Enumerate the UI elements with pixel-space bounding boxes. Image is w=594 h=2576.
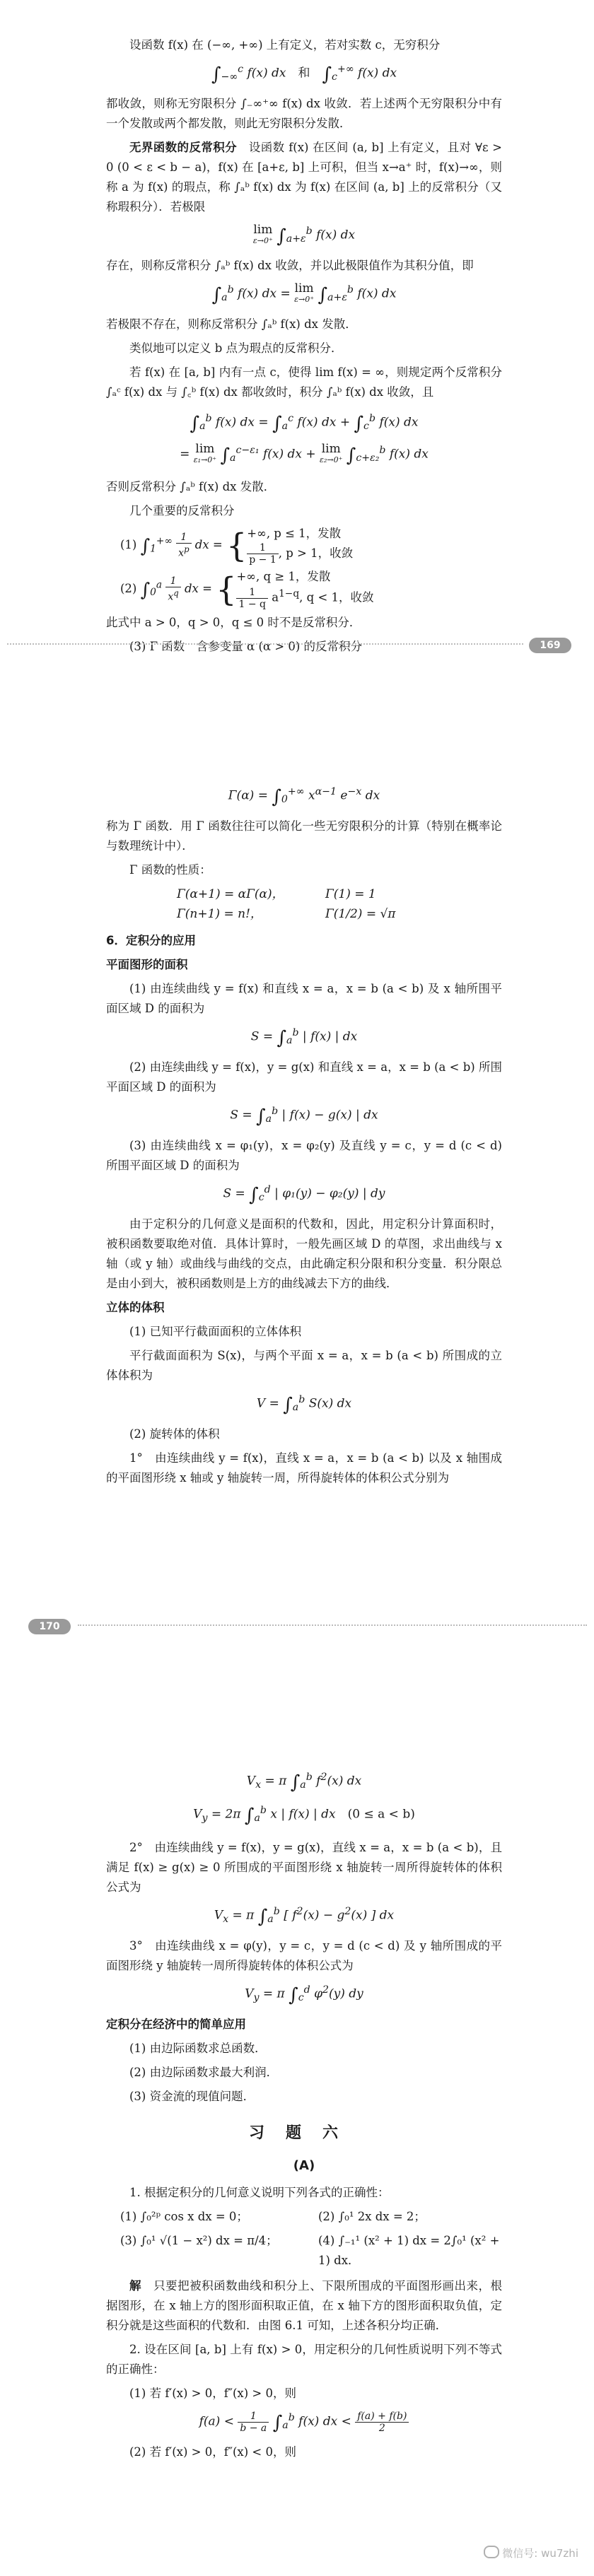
paragraph: (3) 由连续曲线 x = φ₁(y)，x = φ₂(y) 及直线 y = c，y = d (c < d) 所围平面区域 D 的面积为 <box>106 1139 502 1173</box>
list-item: (3) 资金流的现值问题． <box>129 2090 255 2104</box>
paragraph: 存在，则称反常积分 ∫ₐᵇ f(x) dx 收敛，并以此极限值作为其积分值，即 <box>106 259 474 273</box>
formula-two-improper-integrals: $\int_{-\infty}^c$ f(x) dx 和 $\int_c^{+\infty}$ f(x) dx <box>211 64 397 86</box>
subsection-heading: 立体的体积 <box>106 1301 165 1315</box>
page-footer <box>0 638 594 650</box>
gamma-properties: Γ(α+1) = αΓ(α)， Γ(1) = 1 Γ(n+1) = n!， Γ(1/2) = √π <box>177 887 396 922</box>
question: 1. 根据定积分的几何意义说明下列各式的正确性： <box>129 2186 390 2200</box>
dotted-rule <box>7 643 523 645</box>
section-heading: 6．定积分的应用 <box>106 934 196 948</box>
page-171 <box>0 1718 594 2576</box>
paragraph: (2) 旋转体的体积 <box>129 1427 220 1441</box>
paragraph: 否则反常积分 ∫ₐᵇ f(x) dx 发散． <box>106 480 276 494</box>
formula-gamma: $\Gamma(\alpha) = \int_0^{+\infty}$ $x^{\alpha-1}$ $e^{-x}$ dx <box>228 786 380 808</box>
paragraph: (2) 由连续曲线 y = f(x)，y = g(x) 和直线 x = a，x = b (a < b) 所围平面区域 D 的面积为 <box>106 1060 502 1094</box>
formula-area-3: $S = \int_c^d$ | φ₁(y) − φ₂(y) | dy <box>223 1184 385 1206</box>
question-item: (4) ∫₋₁¹ (x² + 1) dx = 2∫₀¹ (x² + 1) dx． <box>318 2234 500 2268</box>
paragraph: 2° 由连续曲线 y = f(x)，y = g(x)，直线 x = a，x = b (a < b)，且满足 f(x) ≥ g(x) ≥ 0 所围成的平面图形绕 x 轴旋转一周所得旋转体的体积公式为 <box>106 1841 502 1895</box>
formula-area-2: $S = \int_a^b$ | f(x) − g(x) | dx <box>230 1106 378 1128</box>
list-item: (2) 由边际函数求最大利润． <box>129 2066 279 2080</box>
question-item: (2) ∫₀¹ 2x dx = 2； <box>318 2210 426 2224</box>
paragraph: (1) 已知平行截面面积的立体体积 <box>129 1325 302 1339</box>
page-body <box>106 778 502 1492</box>
question-item: (2) 若 f′(x) > 0，f″(x) < 0，则 <box>129 2445 296 2459</box>
paragraph: 都收敛，则称无穷限积分 ∫₋∞⁺∞ f(x) dx 收敛．若上述两个无穷限积分中有一个发散或两个都发散，则此无穷限积分发散． <box>106 97 502 131</box>
paragraph: Γ 函数的性质： <box>129 863 211 877</box>
section-heading: 无界函数的反常积分 <box>129 141 237 155</box>
wechat-icon <box>484 2546 499 2558</box>
case-convergent: p > 1，收敛 <box>286 546 354 561</box>
formula-rotation-volumes: $V_x = \pi$ $\int_a^b$ $f^2(x)$ dx $V_y = 2\pi$ $\int_a^b$ x | f(x) | dx (0 ≤ a < b) <box>193 1772 415 1827</box>
solution-label: 解 <box>129 2279 142 2293</box>
case-divergent: +∞, p ≤ 1，发散 <box>247 527 342 541</box>
paragraph-singular-integral <box>106 138 502 217</box>
list-item: (1) 由边际函数求总函数． <box>129 2042 267 2056</box>
page-170 <box>0 735 594 1647</box>
case-divergent: +∞, q ≥ 1，发散 <box>236 570 331 584</box>
paragraph: (3) Γ 函数 含参变量 α (α > 0) 的反常积分 <box>129 639 363 653</box>
page-body <box>106 1760 502 2466</box>
paragraph: (1) 由连续曲线 y = f(x) 和直线 x = a，x = b (a < b) 及 x 轴所围平面区域 D 的面积为 <box>106 982 502 1016</box>
important-integral-2: (2) $\int_0^a$ $\frac{1}{x^q}$ dx = {+∞, q ≥ 1，发散 $\frac{1}{1 - q}$ $a^{1-q}$, q < 1，收敛 <box>120 570 374 610</box>
subsection-heading: 平面图形的面积 <box>106 958 188 972</box>
page-body <box>106 35 502 661</box>
page-number: 169 <box>529 638 571 653</box>
question-item: (1) ∫₀²ᵖ cos x dx = 0； <box>120 2210 248 2224</box>
page-169 <box>0 0 594 665</box>
paragraph: 平行截面面积为 S(x)，与两个平面 x = a，x = b (a < b) 所围成的立体体积为 <box>106 1349 502 1383</box>
formula-inequality: f(a) < $\frac{1}{b - a}$ $\int_a^b$ f(x) dx < $\frac{f(a) + f(b)}{2}$ <box>106 2408 502 2435</box>
important-integral-1: (1) $\int_1^{+\infty}$ $\frac{1}{x^p}$ dx = {+∞, p ≤ 1，发散 $\frac{1}{p - 1}$ , p > 1，收敛 <box>120 526 354 566</box>
section-label: (A) <box>293 2158 315 2174</box>
page-footer <box>0 1619 594 1632</box>
question-items-row <box>106 2231 502 2271</box>
paragraph-text: 设函数 f(x) 在区间 (a, b] 上有定义，且对 ∀ε > 0 (0 < ε < b − a)，f(x) 在 [a+ε, b] 上可积，但当 x→a⁺ 时，f(x)→∞，则称 a 为 f(x) 的瑕点，称 ∫ₐᵇ f(x) dx 为 f(x) 在区间 (a, b] 上的反常积分（又称瑕积分）．若极限 <box>106 141 503 214</box>
paragraph: 称为 Γ 函数．用 Γ 函数往往可以简化一些无穷限积分的计算（特别在概率论与数理统计中）． <box>106 819 502 853</box>
dotted-rule <box>78 1624 587 1626</box>
solution <box>106 2276 502 2336</box>
paragraph: 由于定积分的几何意义是面积的代数和，因此，用定积分计算面积时，被积函数要取绝对值．具体计算时，一般先画区域 D 的草图，求出曲线与 x 轴（或 y 轴）或曲线与曲线的交点，由此确定积分限和积分变量．积分限总是由小到大，被积函数则是上方的曲线减去下方的曲线． <box>106 1217 502 1291</box>
case-convergent: q < 1，收敛 <box>306 590 374 604</box>
paragraph: 若 f(x) 在 [a, b] 内有一点 c，使得 lim f(x) = ∞，则规定两个反常积分 ∫ₐᶜ f(x) dx 与 ∫꜀ᵇ f(x) dx 都收敛时，积分 ∫ₐᵇ f(x) dx 收敛，且 <box>106 365 502 399</box>
watermark: 微信号: wu7zhi <box>484 2546 578 2560</box>
formula-y-rotation: $V_y = \pi$ $\int_c^d$ $\varphi^2(y)$ dy <box>245 1984 363 2006</box>
question-item: (3) ∫₀¹ √(1 − x²) dx = π/4； <box>120 2234 278 2248</box>
formula-definition: $\int_a^b$ f(x) dx = lim ε→0⁺ $\int_{a+\varepsilon}^b$ f(x) dx <box>211 281 397 306</box>
formula-volume-slice: $V = \int_a^b$ S(x) dx <box>256 1394 352 1416</box>
paragraph: 此式中 a > 0，q > 0，q ≤ 0 时不是反常积分． <box>106 615 361 629</box>
paragraph: 1° 由连续曲线 y = f(x)，直线 x = a，x = b (a < b) 以及 x 轴围成的平面图形绕 x 轴或 y 轴旋转一周，所得旋转体的体积公式分别为 <box>106 1451 502 1485</box>
formula-washer: $V_x = \pi$ $\int_a^b$ [ $f^2(x) - g^2(x)$ ] dx <box>214 1906 395 1928</box>
paragraph: 若极限不存在，则称反常积分 ∫ₐᵇ f(x) dx 发散． <box>106 317 357 332</box>
paragraph: 几个重要的反常积分 <box>129 504 235 518</box>
exercise-title: 习题六 <box>248 2124 359 2143</box>
paragraph: 设函数 f(x) 在 (−∞, +∞) 上有定义，若对实数 c，无穷积分 <box>129 38 441 52</box>
formula-area-1: $S = \int_a^b$ | f(x) | dx <box>250 1027 358 1049</box>
solution-text: 只要把被积函数曲线和积分上、下限所围成的平面图形画出来，根据图形，在 x 轴上方的图形面积取正值，在 x 轴下方的图形面积取负值，定积分就是这些面积的代数和．由图 6.1 可知，上述各积分均正确． <box>106 2279 503 2333</box>
question-item: (1) 若 f′(x) > 0，f″(x) > 0，则 <box>129 2387 296 2401</box>
subsection-heading: 定积分在经济中的简单应用 <box>106 2018 246 2032</box>
page-number: 170 <box>28 1619 71 1634</box>
question: 2. 设在区间 [a, b] 上有 f(x) > 0，用定积分的几何性质说明下列不等式的正确性： <box>106 2343 502 2377</box>
formula-split-integral: $\int_a^b$ f(x) dx = $\int_a^c$ f(x) dx + $\int_c^b$ f(x) dx = lim ε₁→0⁺ $\int_a^{c-\varepsilon_1}$ f(x) dx + lim ε₂→0⁺ $\int_{c+\varepsilon_2}^b$ f(x) dx <box>180 413 429 467</box>
question-items-row <box>106 2207 502 2227</box>
paragraph: 类似地可以定义 b 点为瑕点的反常积分． <box>129 341 343 356</box>
paragraph: 3° 由连续曲线 x = φ(y)，y = c，y = d (c < d) 及 y 轴所围成的平面图形绕 y 轴旋转一周所得旋转体的体积公式为 <box>106 1939 502 1973</box>
formula-limit: lim ε→0⁺ $\int_{a+\varepsilon}^b$ f(x) dx <box>252 223 356 247</box>
